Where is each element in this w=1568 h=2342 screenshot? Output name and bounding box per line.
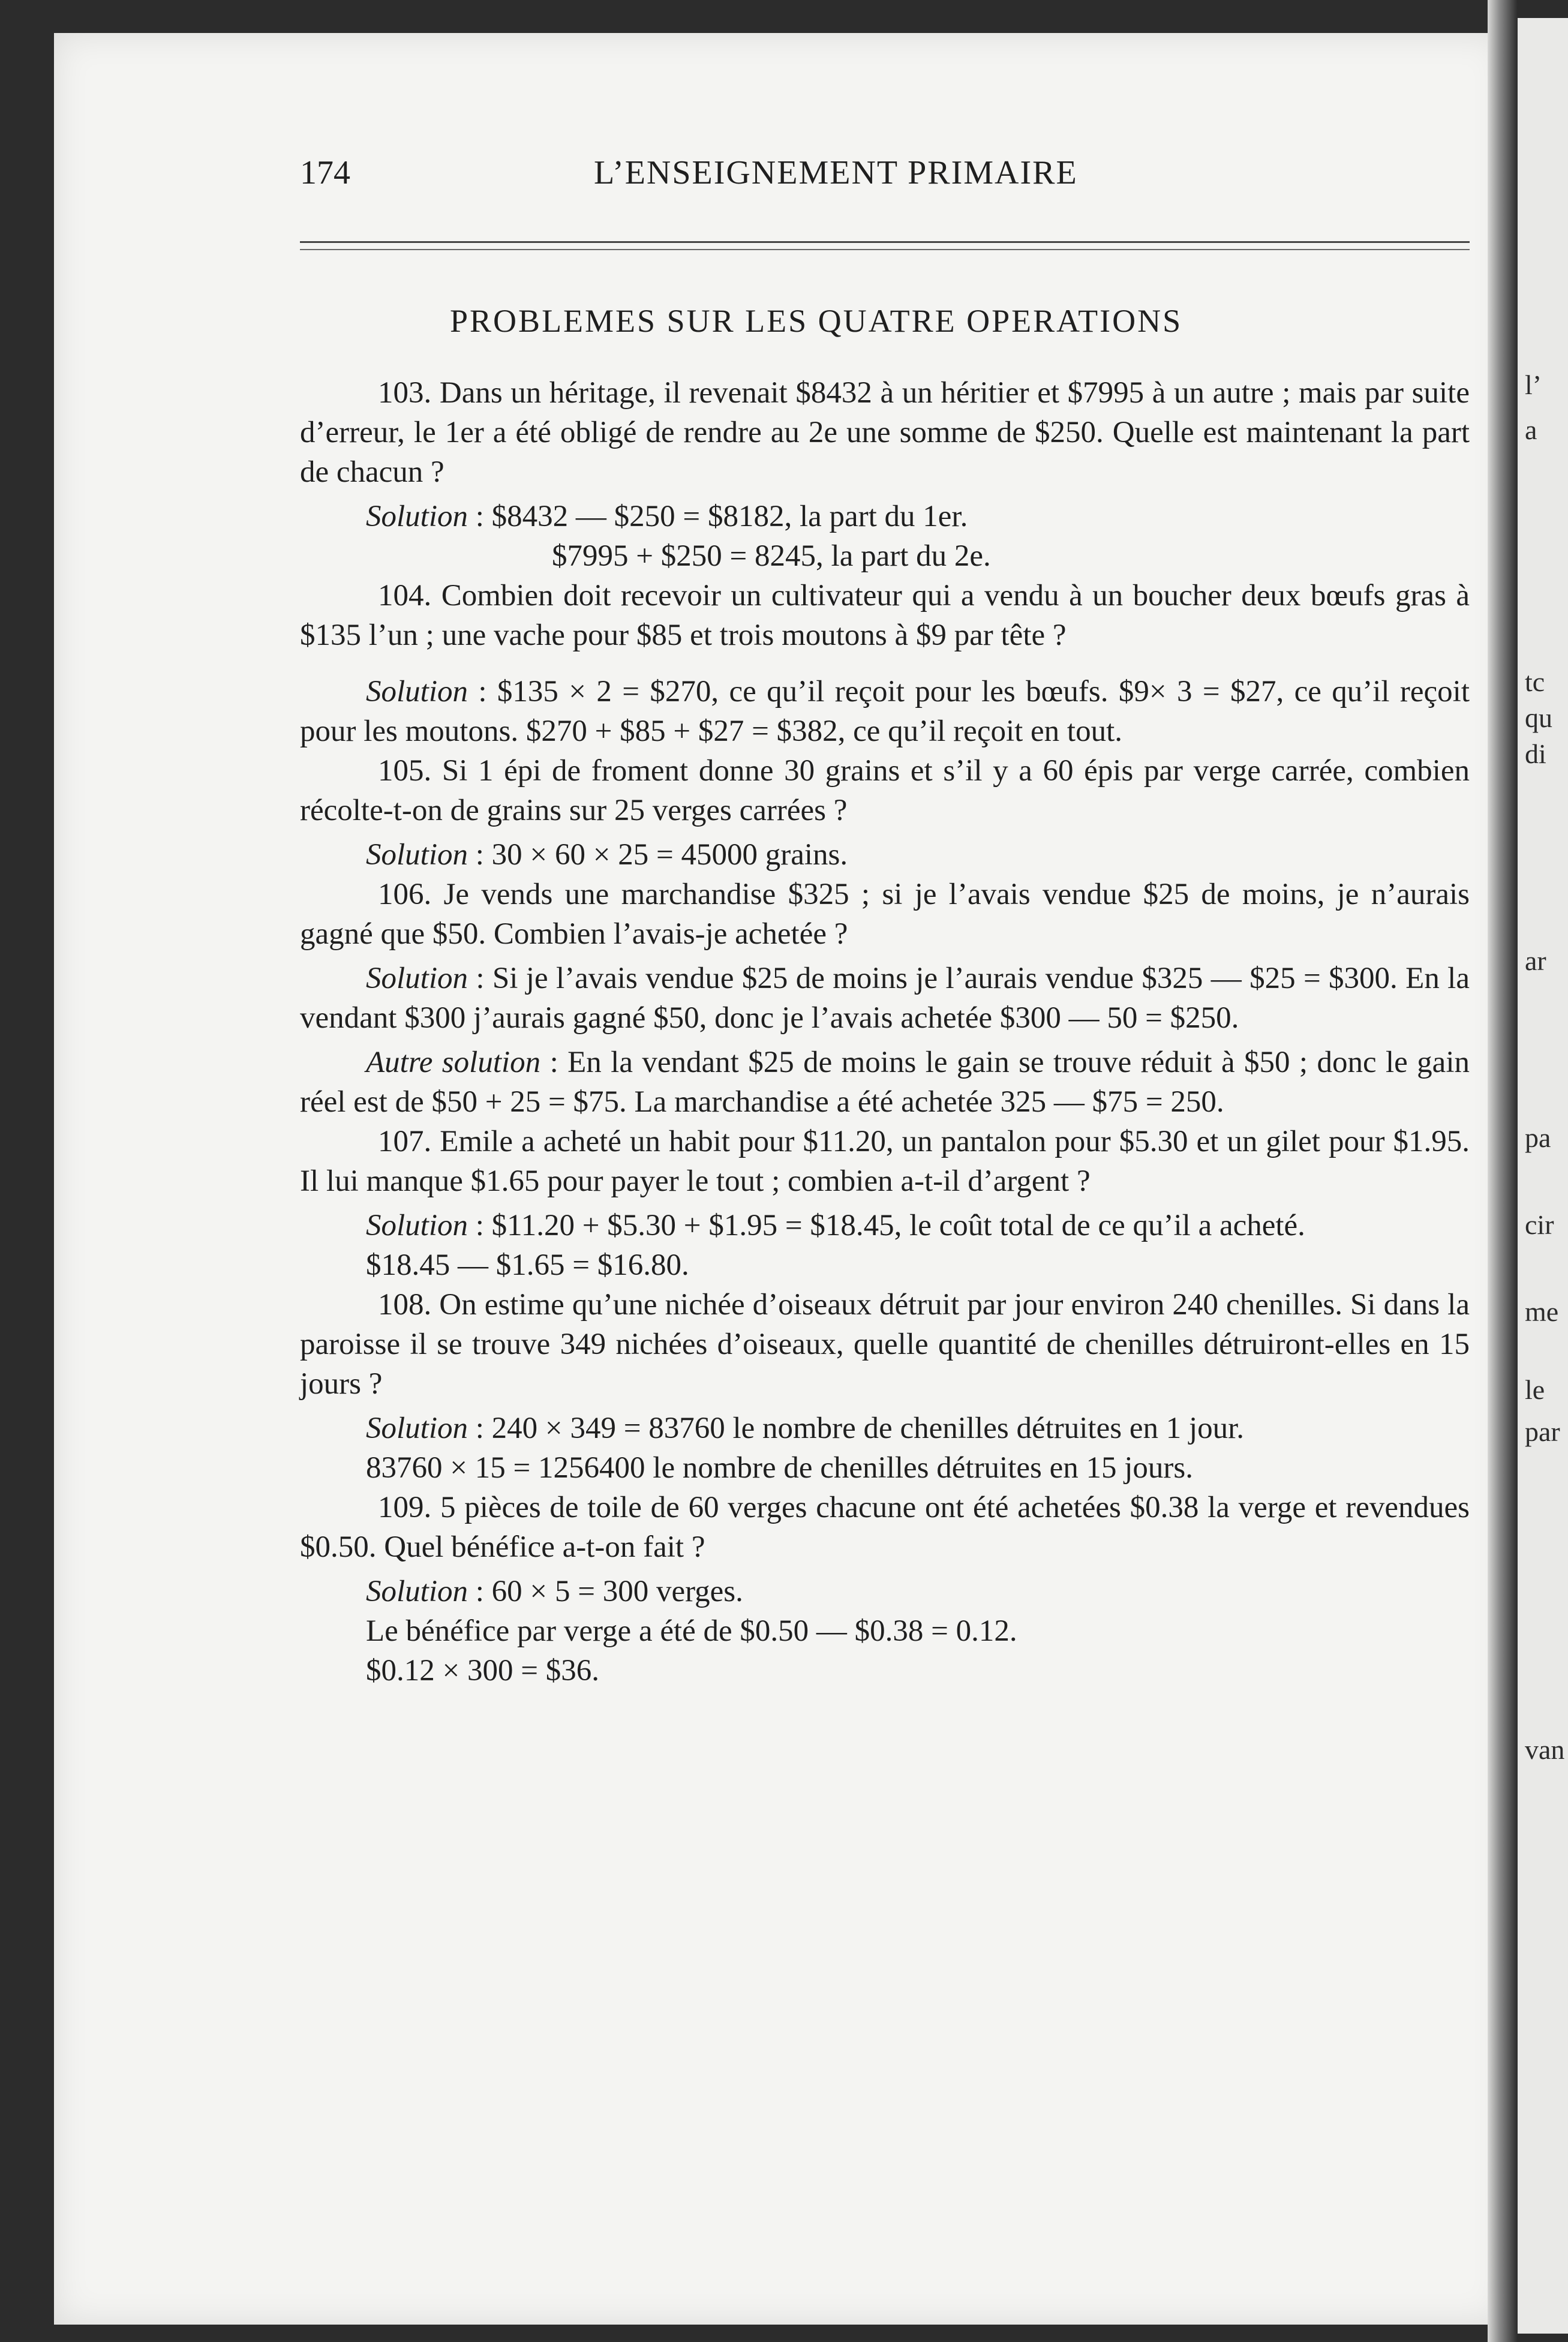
facing-fragment: par: [1525, 1416, 1560, 1447]
solution-109: [300, 1572, 1470, 1611]
problem-104: 104. Combien doit recevoir un cultivateur qui a vendu à un boucher deux bœufs gras à $135 l’un ; une vache pour $85 et trois moutons à $9 par tête ?: [300, 579, 1470, 652]
facing-fragment: a: [1525, 415, 1537, 445]
solution-label: Solution: [366, 1209, 468, 1242]
problem-107: 107. Emile a acheté un habit pour $11.20, un pantalon pour $5.30 et un gilet pour $1.95. Il lui manque $1.65 pour payer le tout ; combien a-t-il d’argent ?: [300, 1125, 1470, 1198]
solution-108: [300, 1409, 1470, 1448]
solution-106: [300, 959, 1470, 1038]
alternate-solution-label: Autre solution: [366, 1046, 541, 1079]
facing-fragment: cir: [1525, 1209, 1554, 1240]
facing-fragment: pa: [1525, 1122, 1551, 1153]
facing-fragment: l’: [1525, 370, 1542, 400]
solution-104: [300, 672, 1470, 751]
facing-fragment: ar: [1525, 945, 1546, 976]
solution-label: Solution: [366, 500, 468, 533]
solution-text: : En la vendant $25 de moins le gain se trouve réduit à $50 ; donc le gain réel est de $50 + 25 = $75. La marchandise a été achetée 325 — $75 = 250.: [300, 1046, 1470, 1119]
solution-label: Solution: [366, 675, 468, 708]
solution-109-line-2: Le bénéfice par verge a été de $0.50 — $0.38 = 0.12.: [366, 1614, 1017, 1648]
solution-text: : $135 × 2 = $270, ce qu’il reçoit pour les bœufs. $9× 3 = $27, ce qu’il reçoit pour les moutons. $270 + $85 + $27 = $382, ce qu’il reçoit en tout.: [300, 675, 1470, 748]
facing-fragment: le: [1525, 1374, 1545, 1405]
solution-label: Solution: [366, 1575, 468, 1608]
solution-text: : $8432 — $250 = $8182, la part du 1er.: [468, 500, 968, 533]
header-rule: [300, 241, 1470, 250]
solution-103-line-2: $7995 + $250 = 8245, la part du 2e.: [552, 539, 991, 573]
solution-text: : Si je l’avais vendue $25 de moins je l’aurais vendue $325 — $25 = $300. En la vendant $300 j’aurais gagné $50, donc je l’avais achetée $300 — 50 = $250.: [300, 962, 1470, 1035]
facing-fragment: van: [1525, 1734, 1565, 1765]
facing-fragment: tc: [1525, 666, 1545, 697]
solution-label: Solution: [366, 1412, 468, 1445]
problem-108: 108. On estime qu’une nichée d’oiseaux détruit par jour environ 240 chenilles. Si dans la paroisse il se trouve 349 nichées d’oiseaux, quelle quantité de chenilles détruiront-elles en 15 jours ?: [300, 1288, 1470, 1401]
solution-text: : $11.20 + $5.30 + $1.95 = $18.45, le coût total de ce qu’il a acheté.: [468, 1209, 1305, 1242]
section-title: PROBLEMES SUR LES QUATRE OPERATIONS: [450, 303, 1183, 339]
problem-106: 106. Je vends une marchandise $325 ; si je l’avais vendue $25 de moins, je n’aurais gagné que $50. Combien l’avais-je achetée ?: [300, 878, 1470, 951]
solution-text: : 30 × 60 × 25 = 45000 grains.: [468, 838, 848, 872]
solution-108-line-2: 83760 × 15 = 1256400 le nombre de chenilles détruites en 15 jours.: [366, 1451, 1194, 1485]
solution-109-line-3: $0.12 × 300 = $36.: [366, 1654, 600, 1688]
facing-fragment: di: [1525, 738, 1546, 769]
solution-text: : 60 × 5 = 300 verges.: [468, 1575, 743, 1608]
facing-page-edge: [1518, 18, 1568, 2334]
problem-109: 109. 5 pièces de toile de 60 verges chacune ont été achetées $0.38 la verge et revendues $0.50. Quel bénéfice a-t-on fait ?: [300, 1491, 1470, 1564]
solution-text: : 240 × 349 = 83760 le nombre de chenilles détruites en 1 jour.: [468, 1412, 1245, 1445]
problem-105: 105. Si 1 épi de froment donne 30 grains et s’il y a 60 épis par verge carrée, combien récolte-t-on de grains sur 25 verges carrées ?: [300, 754, 1470, 827]
running-title: L’ENSEIGNEMENT PRIMAIRE: [594, 154, 1078, 191]
solution-107-line-2: $18.45 — $1.65 = $16.80.: [366, 1248, 689, 1282]
problems-body: [300, 373, 1470, 1691]
solution-103: [300, 497, 1470, 536]
book-gutter: [1488, 0, 1518, 2342]
solution-label: Solution: [366, 962, 468, 995]
solution-label: Solution: [366, 838, 468, 872]
running-header: [282, 153, 1470, 195]
problem-103: 103. Dans un héritage, il revenait $8432 à un héritier et $7995 à un autre ; mais par suite d’erreur, le 1er a été obligé de rendre au 2e une somme de $250. Quelle est maintenant la part de chacun ?: [300, 376, 1470, 489]
solution-105: [300, 835, 1470, 875]
page-number: 174: [300, 154, 350, 191]
alternate-solution-106: [300, 1043, 1470, 1122]
facing-fragment: qu: [1525, 702, 1552, 733]
solution-107: [300, 1206, 1470, 1245]
facing-fragment: me: [1525, 1296, 1559, 1327]
